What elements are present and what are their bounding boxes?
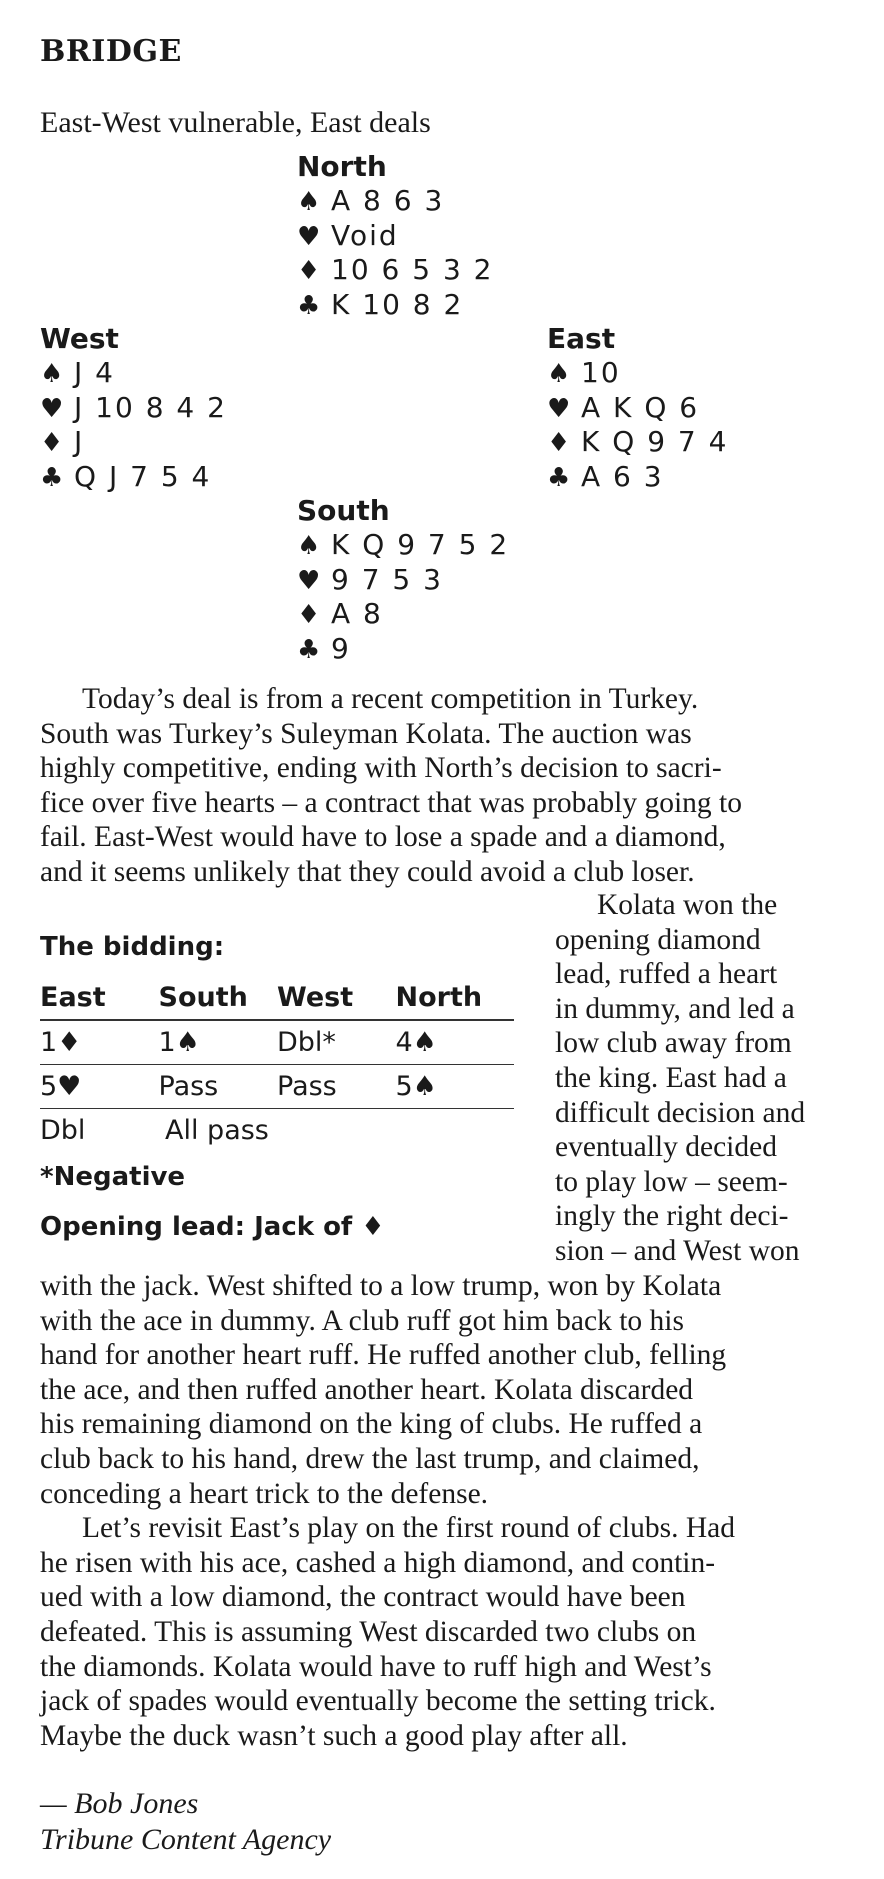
text-line: he risen with his ace, cashed a high diamond, and contin- [40,1546,716,1579]
diamond-icon: ♦ [547,428,573,458]
diamonds-cards: K Q 9 7 4 [581,425,729,458]
spades-cards: 10 [581,356,621,389]
club-icon: ♣ [297,290,323,321]
bidding-header-row [40,976,514,1021]
text-line: ingly the right deci- [555,1200,789,1233]
text-line: difficult decision and [555,1096,806,1129]
text-line: with the ace in dummy. A club ruff got him back to his [40,1304,684,1337]
text-line: with the jack. West shifted to a low trump, won by Kolata [40,1270,722,1302]
bid-cell: All pass [165,1115,269,1146]
hearts-row [547,391,728,426]
clubs-cards: 9 [331,631,351,665]
diamonds-row [297,597,509,632]
hand-name: South [297,494,390,527]
diamond-icon: ♦ [40,428,66,458]
club-icon: ♣ [40,462,66,493]
bid-cell: 5♠ [395,1071,437,1102]
text-line: opening diamond [555,923,761,956]
clubs-row [40,460,227,495]
diamonds-cards: 10 6 5 3 2 [331,253,494,286]
text-line: sion – and West won [555,1234,800,1267]
text-line: and it seems unlikely that they could avoid a club loser. [40,855,695,888]
bidding-row [40,1021,514,1065]
bidding-row [40,1109,514,1152]
text-line: eventually decided [555,1131,777,1164]
agency-name: Tribune Content Agency [40,1823,332,1856]
clubs-cards: K 10 8 2 [331,287,464,321]
text-line: low club away from [555,1027,792,1060]
diamonds-cards: J [74,425,85,458]
column-title: BRIDGE [40,34,182,69]
text-line: his remaining diamond on the king of clubs. He ruffed a [40,1408,703,1441]
text-line: South was Turkey’s Suleyman Kolata. The auction was [40,717,692,750]
header-north: North [395,982,483,1013]
text-line: Today’s deal is from a recent competition in Turkey. [82,683,699,715]
south-hand [297,494,509,666]
text-line: defeated. This is assuming West discarded two clubs on [40,1615,697,1648]
hearts-row [297,563,509,598]
bid-cell: 1♠ [158,1027,200,1058]
bid-cell: Pass [158,1071,219,1102]
bid-cell: 5♥ [40,1071,82,1102]
hearts-cards: 9 7 5 3 [331,562,443,596]
intro-paragraph [40,682,742,890]
bid-cell: Dbl [40,1115,86,1146]
spades-row [297,528,509,563]
text-line: conceding a heart trick to the defense. [40,1477,489,1510]
bidding-row [40,1065,514,1109]
bidding-table [40,976,514,1152]
spades-cards: A 8 6 3 [331,184,445,217]
heart-icon: ♥ [297,565,323,596]
diamonds-row [40,425,227,460]
clubs-cards: A 6 3 [581,459,664,493]
side-column-text [555,888,805,1269]
body-paragraph [40,1269,735,1753]
text-line: highly competitive, ending with North’s decision to sacri- [40,752,722,785]
hearts-cards: A K Q 6 [581,390,700,424]
text-line: to play low – seem- [555,1165,788,1198]
opening-lead: Opening lead: Jack of ♦ [40,1212,385,1242]
clubs-row [547,460,728,495]
spades-cards: K Q 9 7 5 2 [331,528,510,561]
text-line: lead, ruffed a heart [555,958,778,991]
header-south: South [158,982,248,1013]
heart-icon: ♥ [547,393,573,424]
diamond-icon: ♦ [297,256,323,286]
text-line: ued with a low diamond, the contract would have been [40,1581,686,1614]
hearts-row [297,219,494,254]
spades-row [40,356,227,391]
bidding-title: The bidding: [40,932,225,962]
vulnerability-line: East-West vulnerable, East deals [40,106,431,139]
hand-name: West [40,322,119,355]
bidding-note: *Negative [40,1162,186,1192]
text-line: the king. East had a [555,1061,787,1094]
heart-icon: ♥ [297,221,323,252]
header-west: West [277,982,354,1013]
text-line: hand for another heart ruff. He ruffed another club, felling [40,1339,727,1372]
bid-cell: 4♠ [395,1027,437,1058]
club-icon: ♣ [547,462,573,493]
text-line: fice over five hearts – a contract that was probably going to [40,786,743,819]
club-icon: ♣ [297,634,323,665]
text-line: club back to his hand, drew the last trump, and claimed, [40,1442,700,1475]
text-line: the diamonds. Kolata would have to ruff high and West’s [40,1650,712,1683]
text-line: fail. East-West would have to lose a spade and a diamond, [40,821,726,854]
west-hand [40,322,227,494]
text-line: in dummy, and led a [555,992,795,1025]
bid-cell: Dbl* [277,1027,336,1058]
text-line: the ace, and then ruffed another heart. Kolata discarded [40,1373,694,1406]
hearts-cards: J 10 8 4 2 [74,390,227,424]
hearts-row [40,391,227,426]
diamonds-cards: A 8 [331,597,383,630]
east-hand [547,322,728,494]
spade-icon: ♠ [297,531,323,561]
clubs-row [297,288,494,323]
text-line: jack of spades would eventually become the setting trick. [40,1685,716,1718]
spade-icon: ♠ [297,187,323,217]
diamonds-row [547,425,728,460]
north-hand [297,150,494,322]
bid-cell: Pass [277,1071,337,1102]
hearts-cards: Void [331,218,399,252]
spades-row [297,184,494,219]
hand-name: North [297,150,387,183]
heart-icon: ♥ [40,393,66,424]
diamond-icon: ♦ [297,600,323,630]
signature [40,1786,331,1858]
spades-row [547,356,728,391]
spade-icon: ♠ [547,359,573,389]
clubs-row [297,632,509,667]
spades-cards: J 4 [74,356,115,389]
text-line: Let’s revisit East’s play on the first round of clubs. Had [82,1512,735,1545]
author-name: — Bob Jones [40,1787,199,1820]
header-east: East [40,982,106,1013]
spade-icon: ♠ [40,359,66,389]
bid-cell: 1♦ [40,1027,82,1058]
text-line: Kolata won the [597,889,778,921]
diamonds-row [297,253,494,288]
clubs-cards: Q J 7 5 4 [74,459,212,493]
text-line: Maybe the duck wasn’t such a good play after all. [40,1719,628,1752]
hand-name: East [547,322,616,355]
